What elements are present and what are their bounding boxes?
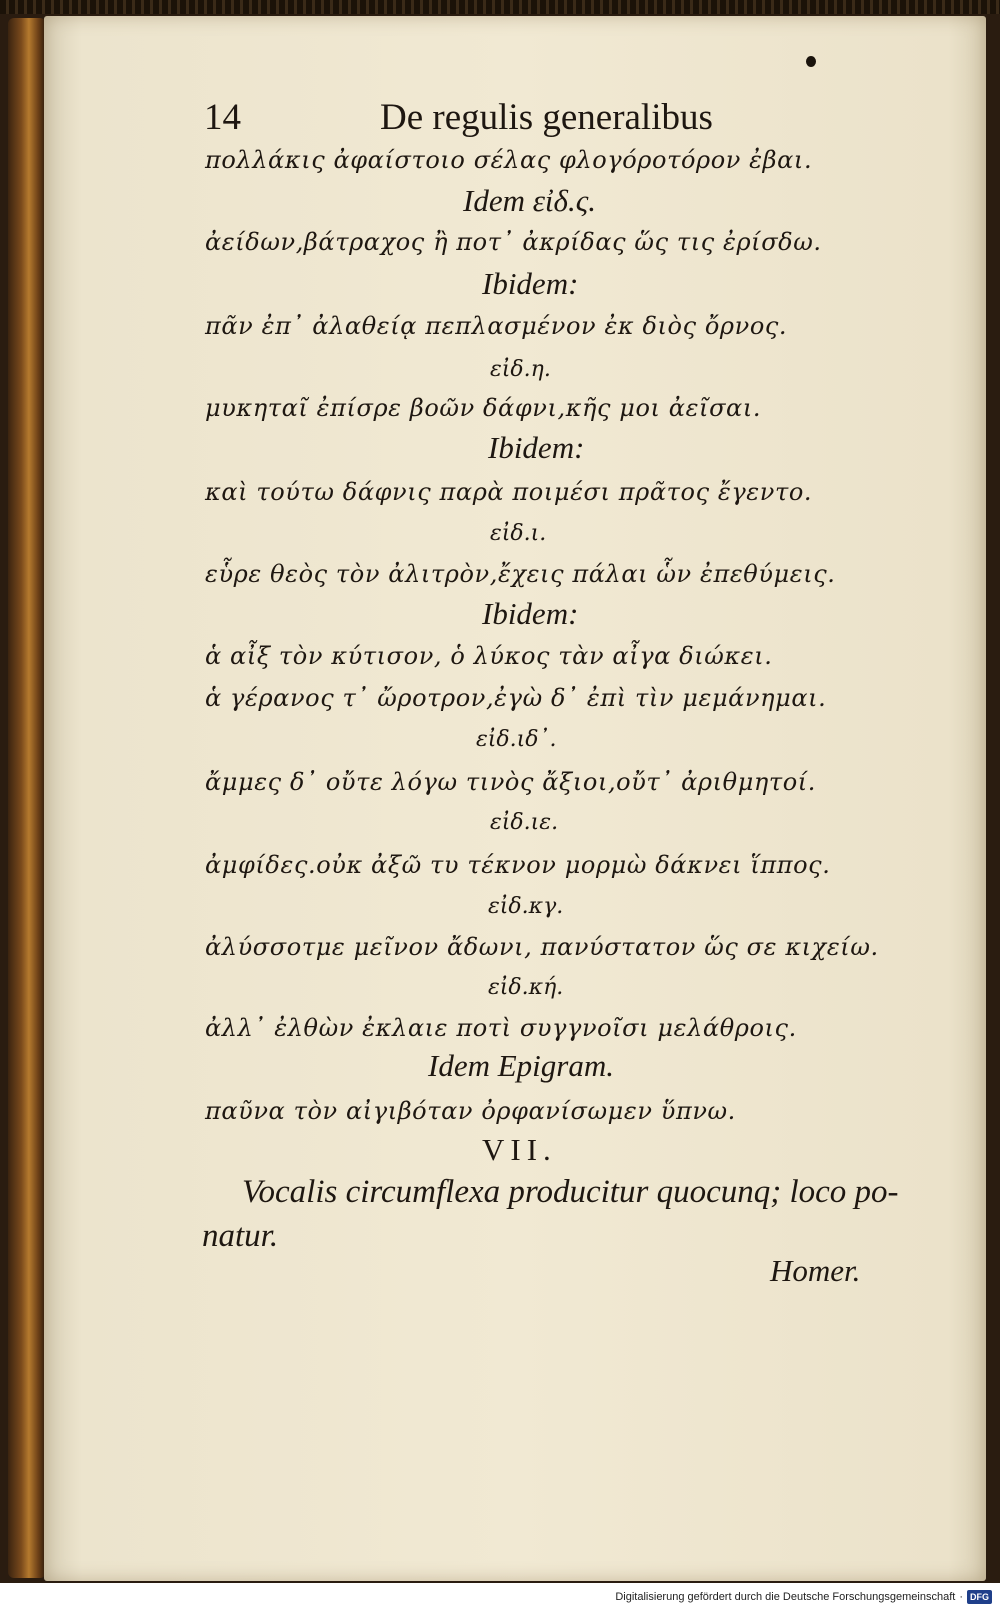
greek-verse: καὶ τούτω δάφνις παρὰ ποιμέσι πρᾶτος ἔγεντο. [205, 478, 813, 506]
greek-verse: ἀλλ᾽ ἐλθὼν ἐκλαιε ποτὶ συγγνοῖσι μελάθροις. [205, 1014, 797, 1042]
idyll-reference: εἰδ.η. [490, 357, 551, 382]
greek-verse: πᾶν ἐπ᾽ ἀλαθείᾳ πεπλασμένον ἐκ διὸς ὄρνος. [205, 312, 788, 340]
catchword: Homer. [770, 1253, 861, 1288]
idyll-reference: εἰδ.ιδ᾽. [476, 727, 557, 752]
greek-verse: ἁ γέρανος τ᾽ ὤροτρον,ἐγὼ δ᾽ ἐπὶ τὶν μεμάνημαι. [205, 684, 827, 712]
idyll-reference: εἰδ.ι. [490, 521, 547, 546]
greek-verse: ἀμφίδες.οὐκ ἀξῶ τυ τέκνον μορμὼ δάκνει ἵππος. [205, 851, 831, 879]
running-title: De regulis generalibus [380, 97, 713, 138]
source-heading: Ibidem: [482, 596, 579, 631]
page-number: 14 [204, 97, 241, 138]
greek-verse: ἀείδων,βάτραχος ἢ ποτ᾽ ἀκρίδας ὥς τις ἐρίσδω. [205, 228, 822, 256]
source-heading: Ibidem: [482, 266, 579, 301]
rule-text: Vocalis circumflexa producitur quocunq; loco po- [242, 1174, 899, 1210]
rule-number: VII. [482, 1132, 557, 1167]
rule-text-continued: natur. [202, 1218, 279, 1254]
greek-verse: μυκηταῖ ἐπίσρε βοῶν δάφνι,κῆς μοι ἀεῖσαι. [205, 394, 762, 422]
idyll-reference: εἰδ.κή. [488, 975, 564, 1000]
greek-verse: παῦνα τὸν αἰγιβόταν ὀρφανίσωμεν ὕπνω. [205, 1097, 736, 1125]
source-heading: Idem Epigram. [428, 1048, 614, 1083]
book-edge-top [0, 0, 1000, 14]
greek-verse: ἁ αἶξ τὸν κύτισον, ὁ λύκος τὰν αἶγα διώκει. [205, 642, 773, 670]
greek-verse: πολλάκις ἀφαίστοιο σέλας φλογόροτόρον ἐβαι. [205, 146, 813, 174]
source-heading: Ibidem: [488, 430, 585, 465]
ink-mark [806, 56, 816, 67]
greek-verse: εὗρε θεὸς τὸν ἀλιτρὸν,ἔχεις πάλαι ὧν ἐπεθύμεις. [205, 560, 836, 588]
dfg-logo-icon: DFG [967, 1590, 992, 1604]
credit-text: Digitalisierung gefördert durch die Deutsche Forschungsgemeinschaft [615, 1591, 956, 1603]
book-spine [8, 18, 46, 1578]
greek-verse: ἀλύσσοτμε μεῖνον ἄδωνι, πανύστατον ὥς σε κιχείω. [205, 933, 879, 961]
idyll-reference: εἰδ.ιε. [490, 810, 559, 835]
source-heading: Idem εἰδ.ς. [463, 183, 597, 218]
digitization-credit: Digitalisierung gefördert durch die Deutsche Forschungsgemeinschaft · DFG [615, 1590, 992, 1604]
greek-verse: ἄμμες δ᾽ οὔτε λόγω τινὸς ἄξιοι,οὔτ᾽ ἀριθμητοί. [205, 768, 817, 796]
idyll-reference: εἰδ.κγ. [488, 894, 564, 919]
